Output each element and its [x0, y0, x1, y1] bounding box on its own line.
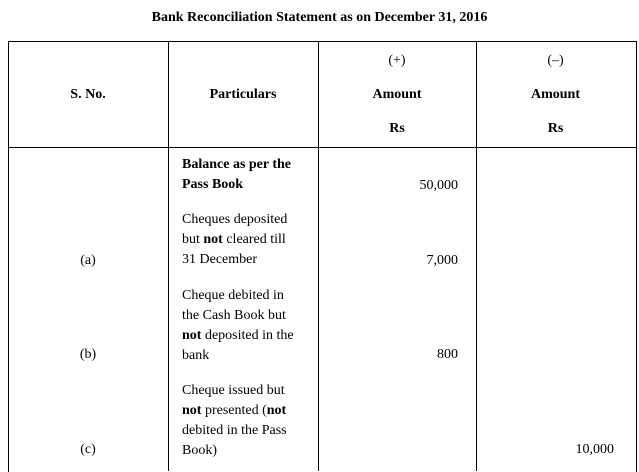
- particulars-line: [182, 326, 294, 346]
- text-run: deposited in the: [201, 328, 294, 343]
- row-amount-plus: 800: [437, 347, 458, 362]
- header-plus-sign: (+): [388, 53, 406, 68]
- bold-text-run: not: [266, 403, 287, 418]
- particulars-line: 31 December: [182, 252, 258, 267]
- text-run: cleared till: [222, 232, 286, 247]
- header-amount-plus: Amount: [372, 87, 422, 102]
- particulars-line: Cheque debited in: [182, 288, 284, 303]
- row-particulars: [182, 286, 294, 366]
- row-sno: (b): [79, 347, 97, 362]
- header-sno: S. No.: [70, 87, 106, 102]
- column-divider: [476, 41, 477, 471]
- header-rs-minus: Rs: [547, 121, 564, 136]
- bold-text-run: not: [203, 232, 223, 247]
- row-amount-plus: 50,000: [419, 178, 458, 193]
- particulars-line: the Cash Book but: [182, 308, 286, 323]
- particulars-line: [182, 230, 287, 250]
- row-sno: (a): [80, 253, 96, 268]
- row-particulars: [182, 155, 291, 195]
- header-divider: [8, 147, 637, 148]
- particulars-line: Cheque issued but: [182, 383, 285, 398]
- bold-text-run: not: [182, 403, 202, 418]
- particulars-line: bank: [182, 348, 210, 363]
- particulars-line: Pass Book: [182, 177, 244, 192]
- row-particulars: [182, 210, 287, 270]
- text-run: presented (: [201, 403, 267, 418]
- row-amount-minus: 10,000: [575, 442, 614, 457]
- statement-title: Bank Reconciliation Statement as on December 31, 2016: [151, 10, 488, 25]
- header-amount-minus: Amount: [530, 87, 580, 102]
- particulars-line: [182, 401, 287, 421]
- column-divider: [168, 41, 169, 471]
- particulars-line: Cheques deposited: [182, 212, 288, 227]
- row-amount-plus: 7,000: [426, 253, 458, 268]
- text-run: but: [182, 232, 204, 247]
- particulars-line: Book): [182, 443, 217, 458]
- header-minus-sign: (–): [547, 53, 564, 68]
- row-particulars: [182, 381, 287, 461]
- particulars-line: Balance as per the: [182, 157, 292, 172]
- header-particulars: Particulars: [209, 87, 277, 102]
- bold-text-run: not: [182, 328, 202, 343]
- header-rs-plus: Rs: [389, 121, 405, 136]
- particulars-line: debited in the Pass: [182, 423, 287, 438]
- row-sno: (c): [80, 442, 96, 457]
